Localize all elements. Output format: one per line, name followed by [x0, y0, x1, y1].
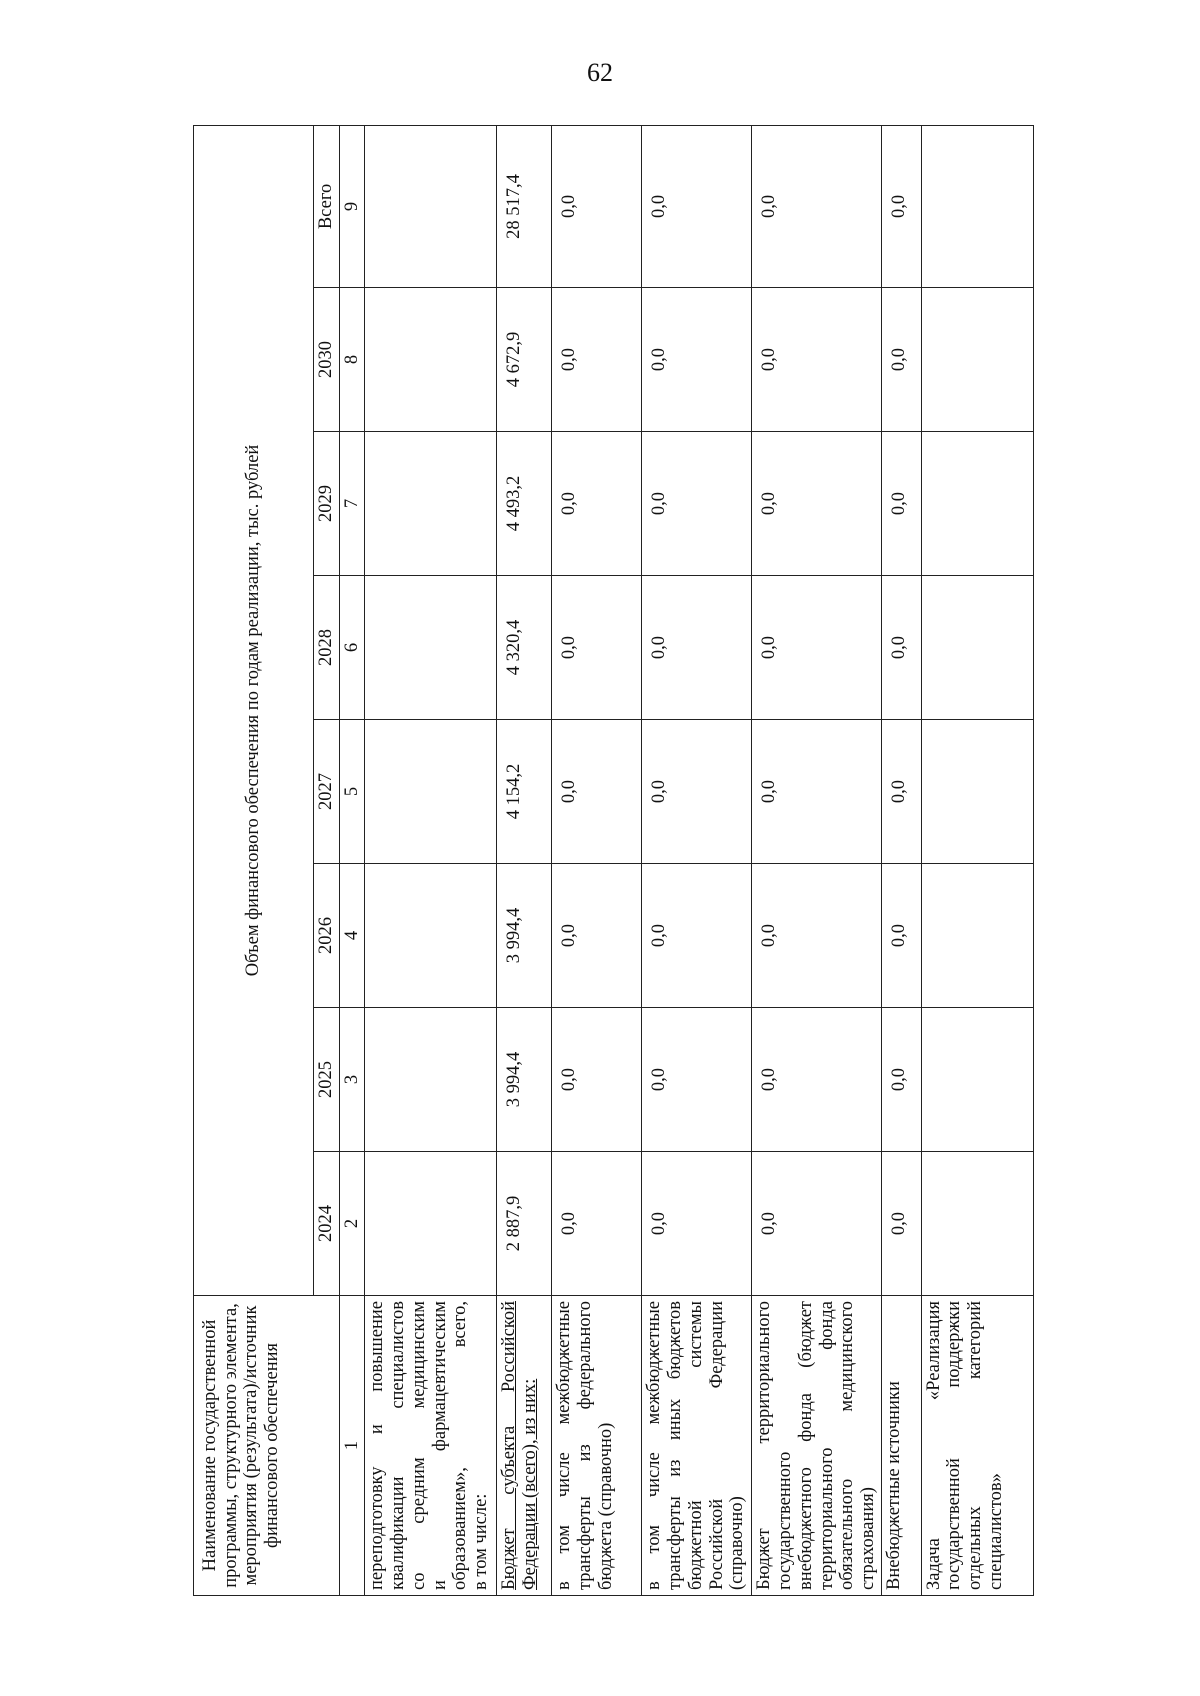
year-header-2: 2025 — [314, 1008, 340, 1152]
value-cell — [365, 1008, 497, 1152]
row-label-line: Российской Федерации — [706, 1301, 727, 1590]
row-label — [881, 1296, 921, 1596]
column-index-4: 4 — [339, 864, 365, 1008]
column-index-2: 2 — [339, 1152, 365, 1296]
value-cell: 0,0 — [752, 1008, 881, 1152]
value-cell: 4 154,2 — [497, 720, 552, 864]
value-cell — [365, 1152, 497, 1296]
row-label-line: Бюджет субъекта Российской — [499, 1301, 520, 1590]
value-cell — [921, 576, 1033, 720]
value-cell: 28 517,4 — [497, 125, 552, 287]
value-cell: 0,0 — [552, 576, 642, 720]
value-cell: 0,0 — [642, 864, 752, 1008]
year-header-7: 2030 — [314, 288, 340, 432]
row-label-line: (справочно) — [727, 1496, 748, 1590]
value-cell: 0,0 — [752, 288, 881, 432]
row-label-line: со средним медицинским — [408, 1301, 429, 1590]
row-label-line: в том числе межбюджетные — [644, 1301, 665, 1590]
value-cell: 0,0 — [552, 288, 642, 432]
value-cell: 0,0 — [642, 432, 752, 576]
table-row — [921, 125, 1033, 1595]
value-cell — [921, 1008, 1033, 1152]
value-cell: 0,0 — [752, 864, 881, 1008]
row-label-line: обязательного медицинского — [837, 1301, 858, 1590]
value-cell — [921, 432, 1033, 576]
row-label-line: Бюджет территориального — [754, 1301, 775, 1590]
row-label — [752, 1296, 881, 1596]
value-cell: 3 994,4 — [497, 1008, 552, 1152]
value-cell: 0,0 — [881, 720, 921, 864]
row-label-line: переподготовку и повышение — [367, 1301, 388, 1590]
row-label-line: государственного — [775, 1451, 796, 1590]
row-label — [552, 1296, 642, 1596]
value-cell: 4 672,9 — [497, 288, 552, 432]
row-label — [921, 1296, 1033, 1596]
row-label-line: Задача «Реализация — [923, 1301, 944, 1590]
value-cell: 0,0 — [642, 1152, 752, 1296]
value-cell: 0,0 — [881, 288, 921, 432]
row-label-line: внебюджетного фонда (бюджет — [795, 1301, 816, 1590]
value-cell — [921, 1152, 1033, 1296]
column-index-6: 6 — [339, 576, 365, 720]
value-cell: 0,0 — [752, 432, 881, 576]
row-label-line: трансферты из федерального — [575, 1301, 596, 1590]
row-label-line: Федерации (всего), из них: — [520, 1378, 541, 1590]
row-label-line: бюджетной системы — [685, 1301, 706, 1590]
value-cell: 0,0 — [881, 125, 921, 287]
column-index-5: 5 — [339, 720, 365, 864]
value-cell: 2 887,9 — [497, 1152, 552, 1296]
value-cell — [921, 125, 1033, 287]
table-row — [752, 125, 881, 1595]
year-header-5: 2028 — [314, 576, 340, 720]
value-cell: 0,0 — [552, 720, 642, 864]
value-cell — [365, 288, 497, 432]
value-cell: 0,0 — [881, 864, 921, 1008]
row-label-line: Внебюджетные источники — [883, 1381, 904, 1590]
column-index-9: 9 — [339, 125, 365, 287]
table-body — [365, 125, 1033, 1595]
value-cell: 0,0 — [552, 432, 642, 576]
value-cell: 0,0 — [642, 125, 752, 287]
row-label-line: отдельных категорий — [965, 1301, 986, 1590]
row-label-line: и фармацевтическим — [429, 1301, 450, 1590]
column-index-3: 3 — [339, 1008, 365, 1152]
column-index-row — [339, 125, 365, 1595]
value-cell: 0,0 — [642, 288, 752, 432]
value-cell: 0,0 — [881, 576, 921, 720]
value-cell: 4 493,2 — [497, 432, 552, 576]
value-cell — [365, 432, 497, 576]
row-label-line: в том числе межбюджетные — [554, 1301, 575, 1590]
value-cell: 4 320,4 — [497, 576, 552, 720]
row-label-line: государственной поддержки — [944, 1301, 965, 1590]
column-index-8: 8 — [339, 288, 365, 432]
column-index-1: 1 — [339, 1296, 365, 1596]
value-cell: 0,0 — [752, 720, 881, 864]
value-cell: 0,0 — [881, 1008, 921, 1152]
row-label-line: трансферты из иных бюджетов — [665, 1301, 686, 1590]
value-cell: 0,0 — [552, 1008, 642, 1152]
table-row — [881, 125, 921, 1595]
column-index-7: 7 — [339, 432, 365, 576]
year-header-1: 2024 — [314, 1152, 340, 1296]
value-cell: 0,0 — [642, 1008, 752, 1152]
value-cell — [921, 720, 1033, 864]
value-cell: 0,0 — [752, 125, 881, 287]
funding-table — [193, 125, 1034, 1596]
value-cell: 0,0 — [752, 576, 881, 720]
row-label-line: страхования) — [858, 1487, 879, 1590]
value-cell — [365, 125, 497, 287]
value-cell — [365, 576, 497, 720]
value-cell — [365, 720, 497, 864]
row-label-line: в том числе: — [471, 1493, 492, 1590]
table-row — [365, 125, 497, 1595]
value-cell — [365, 864, 497, 1008]
row-label-line: территориального фонда — [816, 1301, 837, 1590]
year-header-6: 2029 — [314, 432, 340, 576]
value-cell: 0,0 — [552, 864, 642, 1008]
table-row — [552, 125, 642, 1595]
row-label — [642, 1296, 752, 1596]
value-cell: 0,0 — [552, 125, 642, 287]
year-header-4: 2027 — [314, 720, 340, 864]
table-row — [497, 125, 552, 1595]
row-label-line: образованием», всего, — [450, 1301, 471, 1590]
value-cell: 3 994,4 — [497, 864, 552, 1008]
row-label-line: бюджета (справочно) — [595, 1422, 616, 1590]
year-header-3: 2026 — [314, 864, 340, 1008]
header-name-column: Наименование государственной программы, структурного элемента, мероприятия (результата)/источник финансового обеспечения — [194, 1296, 340, 1596]
row-label — [365, 1296, 497, 1596]
value-cell: 0,0 — [552, 1152, 642, 1296]
row-label — [497, 1296, 552, 1596]
value-cell: 0,0 — [881, 432, 921, 576]
value-cell: 0,0 — [642, 576, 752, 720]
value-cell: 0,0 — [642, 720, 752, 864]
value-cell: 0,0 — [881, 1152, 921, 1296]
row-label-line: квалификации специалистов — [388, 1301, 409, 1590]
row-label-line: специалистов» — [985, 1473, 1006, 1590]
table-row — [642, 125, 752, 1595]
value-cell — [921, 288, 1033, 432]
header-funding-title: Объем финансового обеспечения по годам реализации, тыс. рублей — [194, 125, 314, 1295]
rotated-table-stage — [193, 126, 1006, 1596]
page-number: 62 — [587, 58, 613, 87]
value-cell — [921, 864, 1033, 1008]
value-cell: 0,0 — [752, 1152, 881, 1296]
year-header-8: Всего — [314, 125, 340, 287]
